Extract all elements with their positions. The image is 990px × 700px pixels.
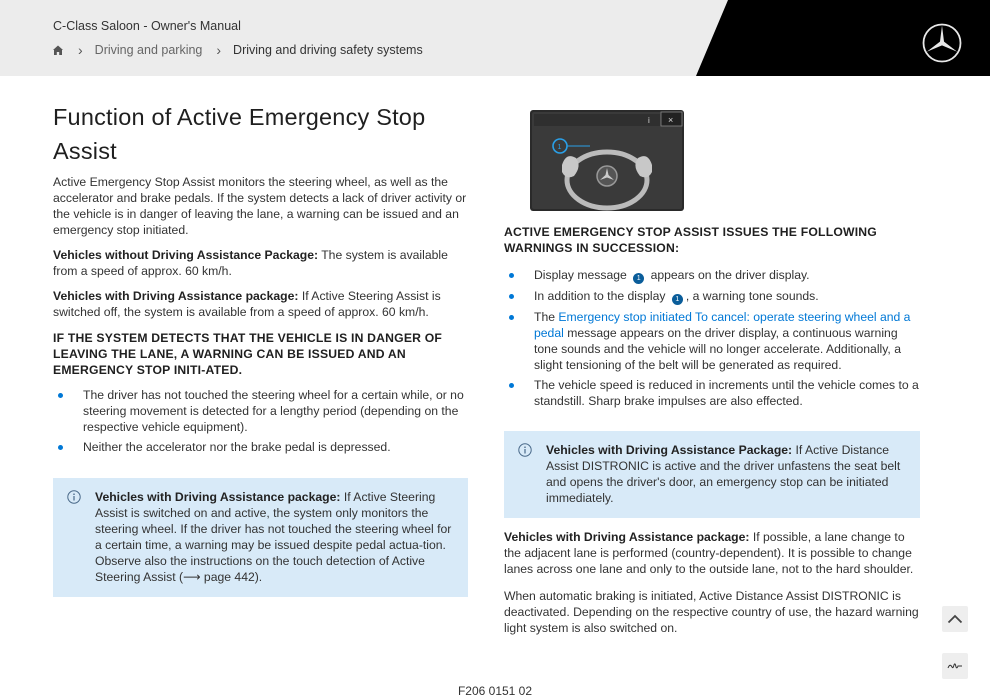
callout-1-icon: 1	[672, 294, 683, 305]
svg-text:×: ×	[668, 115, 674, 125]
paragraph-text: If Active Steering Assist is switched off, the system is available from a speed of approx. 60 km/h.	[53, 289, 441, 319]
paragraph-automatic-braking: When automatic braking is initiated, Active Distance Assist DISTRONIC is deactivated. Depending on the respective country of use, the hazard warning light system is also switched on.	[504, 589, 919, 635]
svg-text:i: i	[648, 116, 650, 125]
page-title: Function of Active Emergency Stop Assist	[53, 104, 426, 164]
paragraph-lane-change	[504, 529, 920, 577]
condition-list	[53, 387, 468, 455]
bullet-dot	[509, 273, 514, 278]
display-message-text: Emergency stop initiated To cancel: operate steering wheel and a pedal	[534, 310, 911, 340]
chevron-right-icon: ›	[78, 42, 83, 58]
bullet-dot	[509, 383, 514, 388]
paragraph-bold: Vehicles without Driving Assistance Package:	[53, 248, 319, 262]
info-body: If Active Steering Assist is switched on and active, the system only monitors the steering wheel. If the driver has not touched the steering wheel for a certain time, a warning may be issued despite pedal actua-tion.	[95, 490, 452, 552]
list-item	[53, 387, 468, 435]
home-icon[interactable]	[52, 44, 64, 56]
paragraph-text: If possible, a lane change to the adjacent lane is performed (country-dependent). It is possible to change lanes across one lane and only to the outside lane, not to the hard shoulder.	[504, 530, 914, 576]
list-item-text: message appears on the driver display, a continuous warning tone sounds and the vehicle will no longer accelerate. Additionally, a slight tensioning of the belt will be generated as required.	[534, 326, 901, 372]
info-box-distronic	[504, 431, 920, 518]
info-text-2: Observe also the instructions on the touch detection of Active Steering Assist (⟶ page 442).	[95, 554, 425, 584]
breadcrumb	[52, 42, 423, 58]
scroll-to-top-button[interactable]	[942, 606, 968, 632]
breadcrumb-driving-safety-systems[interactable]: Driving and driving safety systems	[233, 43, 423, 57]
chevron-right-icon: ›	[216, 42, 222, 58]
info-text	[95, 489, 454, 553]
info-bold: Vehicles with Driving Assistance package:	[95, 490, 341, 504]
paragraph-bold: Vehicles with Driving Assistance package:	[53, 289, 299, 303]
warning-heading: IF THE SYSTEM DETECTS THAT THE VEHICLE IS IN DANGER OF LEAVING THE LANE, A WARNING CAN BE ISSUED AND AN EMERGENCY STOP INITI-ATED.	[53, 331, 443, 377]
signature-icon	[947, 661, 963, 671]
list-item-text: appears on the driver display.	[647, 268, 810, 282]
page-header	[0, 0, 990, 76]
signature-button[interactable]	[942, 653, 968, 679]
bullet-dot	[58, 445, 63, 450]
info-icon	[67, 490, 81, 504]
list-item	[53, 439, 468, 455]
paragraph-with-dap	[53, 288, 468, 320]
list-item-text: Neither the accelerator nor the brake pedal is depressed.	[83, 440, 391, 454]
list-item-text: , a warning tone sounds.	[685, 289, 819, 303]
header-black-band	[0, 0, 990, 76]
paragraph-without-dap	[53, 247, 468, 279]
list-item-text: The vehicle speed is reduced in increments until the vehicle comes to a standstill. Sharp brake impulses are also effected.	[534, 378, 919, 408]
info-icon	[518, 443, 532, 457]
left-column	[53, 100, 468, 597]
list-item-text: The	[534, 310, 559, 324]
warnings-heading: ACTIVE EMERGENCY STOP ASSIST ISSUES THE FOLLOWING WARNINGS IN SUCCESSION:	[504, 225, 877, 255]
paragraph-bold: Vehicles with Driving Assistance package:	[504, 530, 750, 544]
bullet-dot	[58, 393, 63, 398]
list-item	[504, 377, 920, 409]
bullet-dot	[509, 315, 514, 320]
driver-display-illustration	[530, 110, 684, 211]
list-item	[504, 288, 920, 305]
info-box	[53, 478, 468, 597]
callout-number: 1	[557, 144, 562, 151]
list-item-text: Display message	[534, 268, 631, 282]
intro-paragraph: Active Emergency Stop Assist monitors the steering wheel, as well as the accelerator and brake pedals. If the system detects a lack of driver activity or the vehicle is in danger of leaving the lane, a warning can be issued and an emergency stop initiated.	[53, 175, 467, 237]
figure-code: F206 0151 02	[457, 684, 533, 698]
callout-1-icon: 1	[633, 273, 644, 284]
list-item-text: The driver has not touched the steering wheel for a certain while, or no steering movement is detected for a lengthy period (depending on the respective vehicle equipment).	[83, 388, 464, 434]
paragraph-text: The system is available from a speed of approx. 60 km/h.	[53, 248, 448, 278]
manual-title: C-Class Saloon - Owner's Manual	[53, 19, 241, 33]
breadcrumb-driving-and-parking[interactable]: Driving and parking	[94, 43, 203, 57]
mercedes-star-logo	[921, 22, 963, 64]
info-bold: Vehicles with Driving Assistance Package:	[546, 443, 793, 457]
list-item-text: In addition to the display	[534, 289, 669, 303]
warnings-list	[504, 267, 920, 413]
list-item	[504, 267, 920, 284]
info-body: If Active Distance Assist DISTRONIC is active and the driver unfastens the seat belt and opens the driver's door, an emergency stop can be initiated immediately.	[546, 443, 901, 505]
info-text	[546, 442, 906, 506]
chevron-up-icon	[947, 614, 963, 624]
list-item	[504, 309, 920, 373]
bullet-dot	[509, 294, 514, 299]
